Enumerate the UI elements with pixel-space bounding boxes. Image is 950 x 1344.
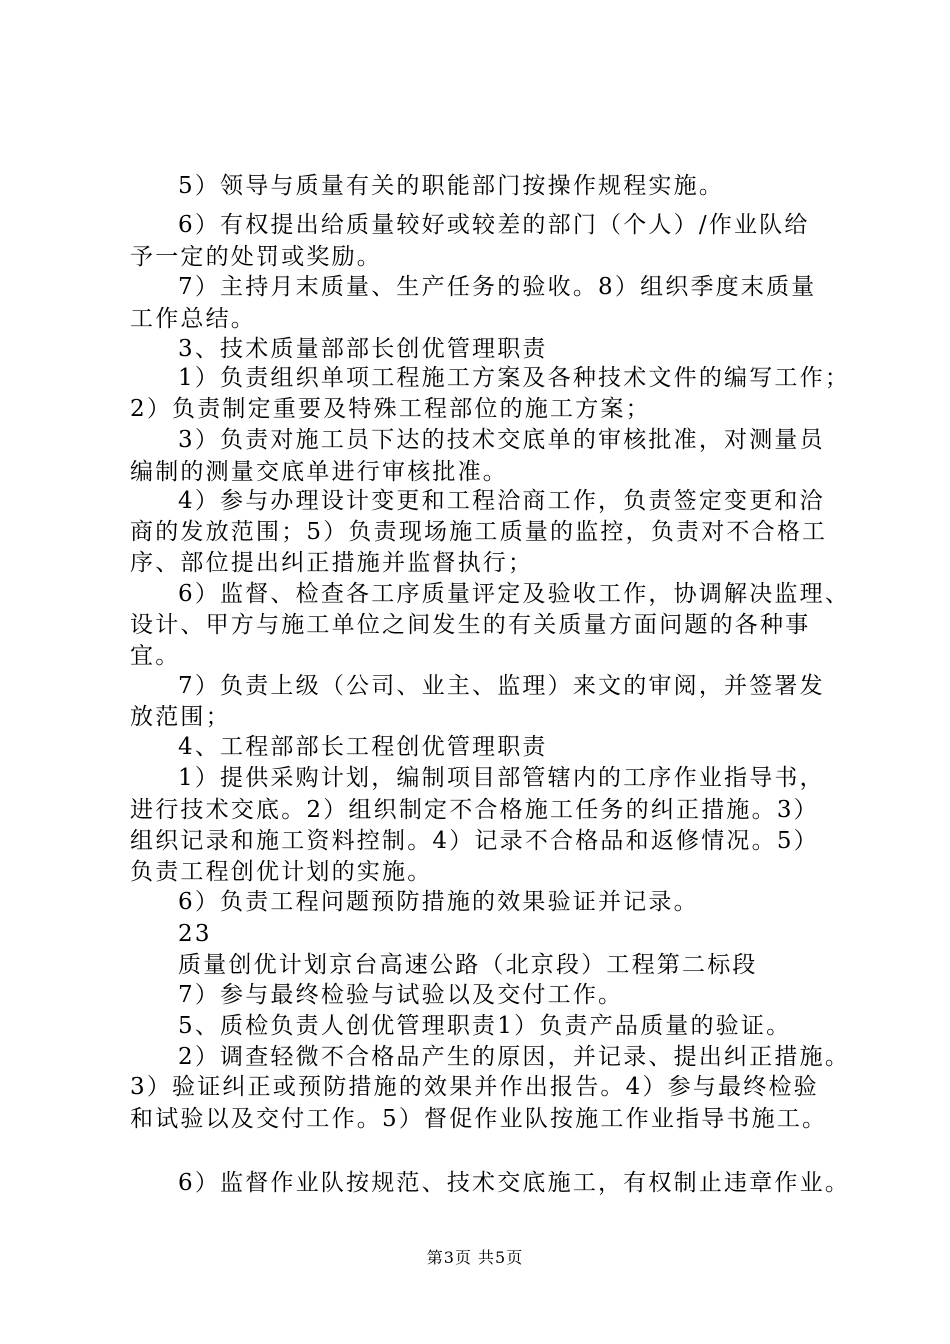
text-line: 进行技术交底。2）组织制定不合格施工任务的纠正措施。3） [130,797,819,823]
text-line: 工作总结。 [130,306,256,332]
text-line: 6）监督作业队按规范、技术交底施工，有权制止违章作业。 [178,1170,851,1196]
text-line: 6）有权提出给质量较好或较差的部门（个人）/作业队给 [178,212,810,238]
text-line: 商的发放范围；5）负责现场施工质量的监控，负责对不合格工 [130,519,828,545]
text-line: 编制的测量交底单进行审核批准。 [130,459,508,485]
text-line: 6）监督、检查各工序质量评定及验收工作，协调解决监理、 [178,581,851,607]
text-line: 4、工程部部长工程创优管理职责 [178,734,548,760]
text-line: 质量创优计划京台高速公路（北京段）工程第二标段 [178,952,758,978]
page-footer: 第3页 共5页 [426,1248,524,1267]
text-line: 设计、甲方与施工单位之间发生的有关质量方面问题的各种事 [130,612,811,638]
text-line: 6）负责工程问题预防措施的效果验证并记录。 [178,889,699,915]
text-line: 1）负责组织单项工程施工方案及各种技术文件的编写工作； [178,365,851,391]
text-line: 7）主持月末质量、生产任务的验收。8）组织季度末质量 [178,274,817,300]
text-line: 2）调查轻微不合格品产生的原因，并记录、提出纠正措施。 [178,1044,851,1070]
text-line: 予一定的处罚或奖励。 [130,244,382,270]
text-line: 2）负责制定重要及特殊工程部位的施工方案； [130,396,651,422]
text-line: 3）负责对施工员下达的技术交底单的审核批准，对测量员 [178,427,825,453]
text-line: 1）提供采购计划，编制项目部管辖内的工序作业指导书， [178,765,825,791]
text-line: 7）参与最终检验与试验以及交付工作。 [178,982,624,1008]
text-line: 4）参与办理设计变更和工程洽商工作，负责签定变更和洽 [178,488,825,514]
text-line: 组织记录和施工资料控制。4）记录不合格品和返修情况。5） [130,828,819,854]
text-line: 和试验以及交付工作。5）督促作业队按施工作业指导书施工。 [130,1106,828,1132]
text-line: 负责工程创优计划的实施。 [130,859,433,885]
text-line: 7）负责上级（公司、业主、监理）来文的审阅，并签署发 [178,673,825,699]
text-line: 23 [178,921,212,947]
text-line: 5、质检负责人创优管理职责1）负责产品质量的验证。 [178,1013,792,1039]
text-line: 序、部位提出纠正措施并监督执行； [130,550,534,576]
text-line: 5）领导与质量有关的职能部门按操作规程实施。 [178,173,725,199]
text-line: 放范围； [130,704,231,730]
text-line: 宜。 [130,643,181,669]
text-line: 3）验证纠正或预防措施的效果并作出报告。4）参与最终检验 [130,1074,819,1100]
text-line: 3、技术质量部部长创优管理职责 [178,336,548,362]
